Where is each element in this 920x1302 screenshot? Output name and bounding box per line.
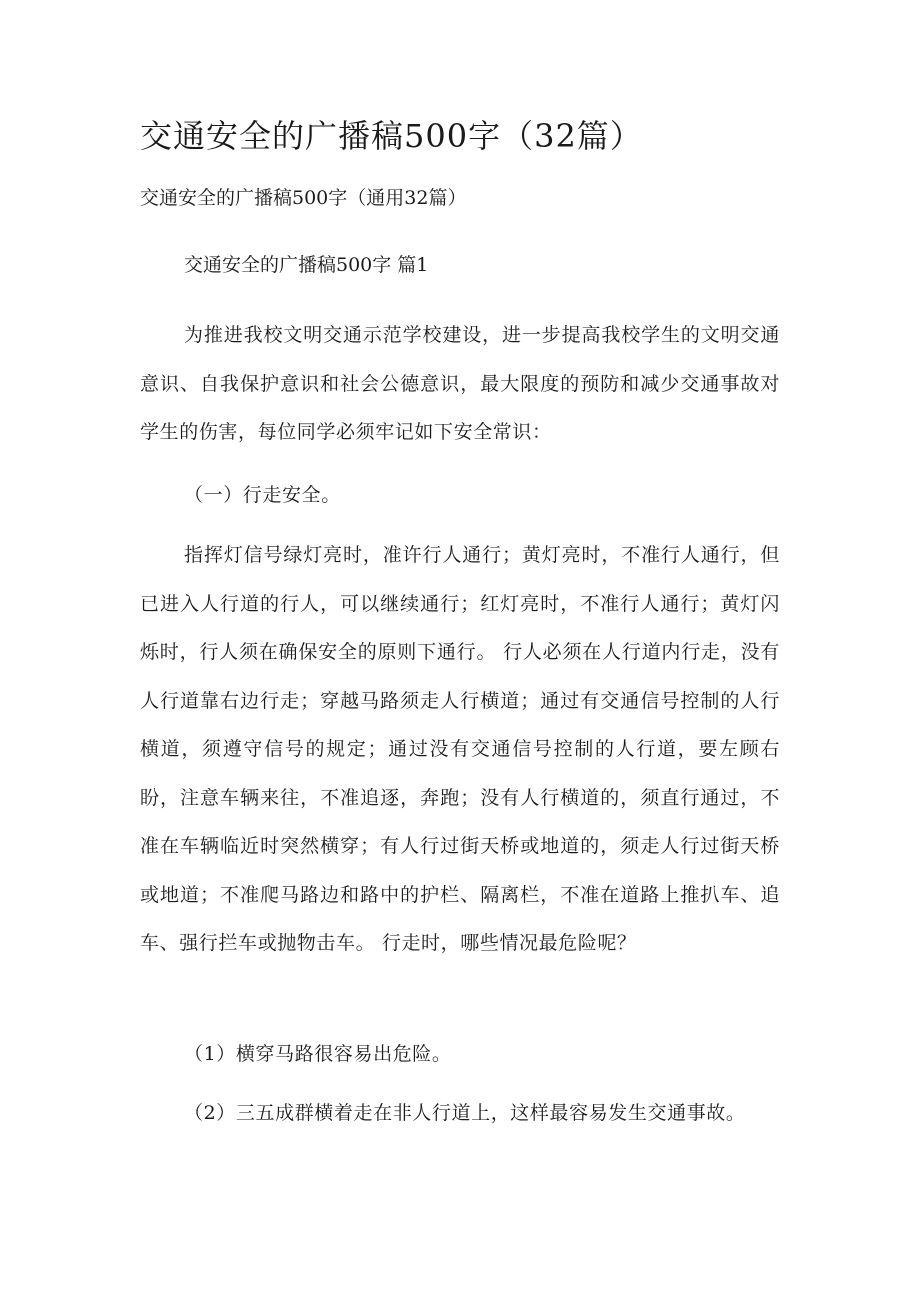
paragraph-danger-2: （2）三五成群横着走在非人行道上，这样最容易发生交通事故。	[184, 1102, 746, 1124]
section-heading: 交通安全的广播稿500字 篇1	[184, 254, 429, 276]
paragraph-walking-safety-heading: （一）行走安全。	[184, 484, 341, 506]
paragraph-danger-1: （1）横穿马路很容易出危险。	[184, 1043, 452, 1065]
paragraph-walking-rules: 指挥灯信号绿灯亮时，准许行人通行；黄灯亮时，不准行人通行，但已进入人行道的行人，可以继续通行；红灯亮时，不准行人通行；黄灯闪烁时，行人须在确保安全的原则下通行。 行人必须在人行道内行走，没有人行道靠右边行走；穿越马路须走人行横道；通过有交通信号控制的人行横道，须遵守信号的规定；通过没有交通信号控制的人行道，要左顾右盼，注意车辆来往，不准追逐，奔跑；没有人行横道的，须直行通过，不准在车辆临近时突然横穿；有人行过街天桥或地道的，须走人行过街天桥或地道；不准爬马路边和路中的护栏、隔离栏，不准在道路上推扒车、追车、强行拦车或抛物击车。 行走时，哪些情况最危险呢？	[140, 544, 780, 954]
document-title: 交通安全的广播稿500字（32篇）	[140, 117, 643, 155]
document-subtitle: 交通安全的广播稿500字（通用32篇）	[140, 187, 467, 209]
paragraph-intro: 为推进我校文明交通示范学校建设，进一步提高我校学生的文明交通意识、自我保护意识和社会公德意识，最大限度的预防和减少交通事故对学生的伤害，每位同学必须牢记如下安全常识：	[140, 324, 780, 443]
